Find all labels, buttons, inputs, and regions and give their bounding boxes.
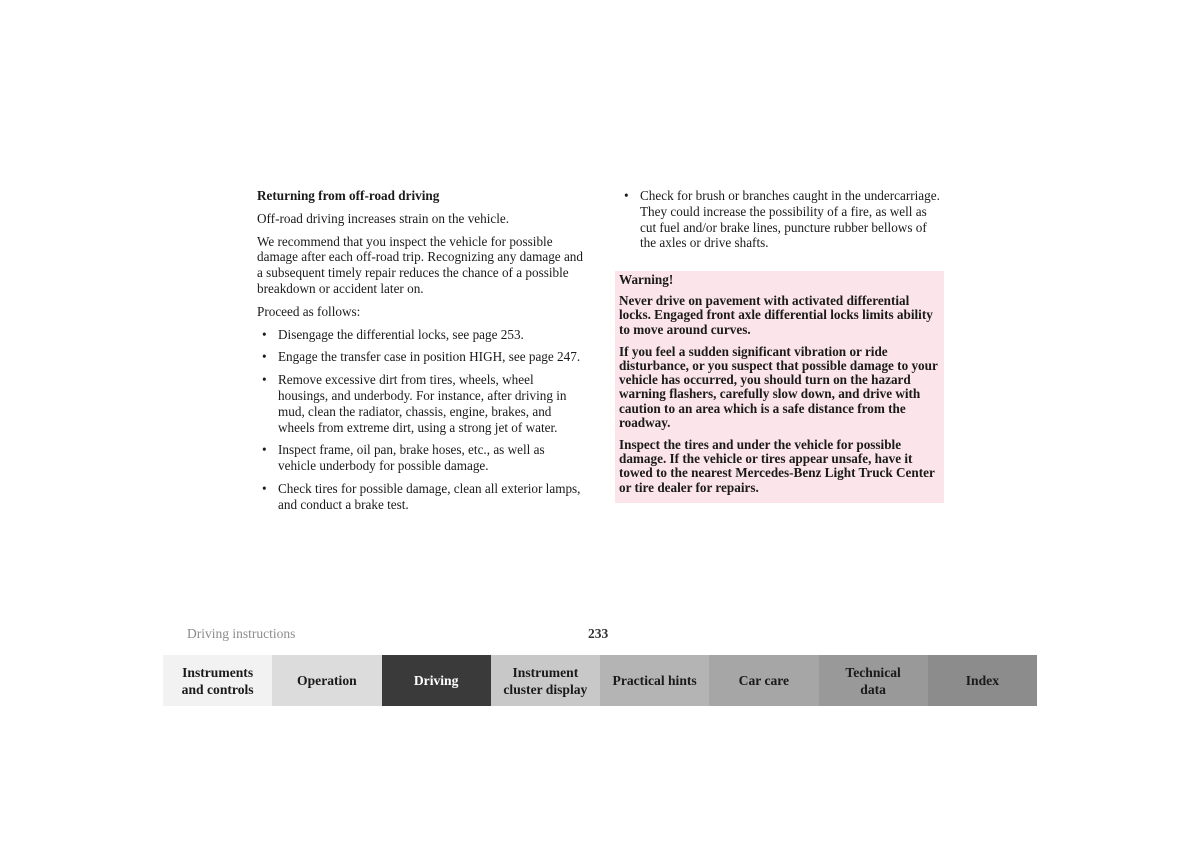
tab-instruments-and-controls[interactable]: Instruments and controls xyxy=(163,655,272,706)
list-item xyxy=(619,188,945,251)
paragraph: We recommend that you inspect the vehicle for possible damage after each off-road trip. Recognizing any damage and a subsequent timely repair reduces the chance of a possible breakdown or accident later on. xyxy=(257,233,583,296)
tab-car-care[interactable]: Car care xyxy=(709,655,818,706)
bullet-icon: • xyxy=(624,188,629,203)
list-item-text: Check tires for possible damage, clean all exterior lamps, and conduct a brake test. xyxy=(278,480,581,512)
tab-technical-data[interactable]: Technical data xyxy=(819,655,928,706)
list-item-text: Engage the transfer case in position HIGH, see page 247. xyxy=(278,349,581,365)
warning-title: Warning! xyxy=(619,272,674,287)
warning-paragraph: If you feel a sudden significant vibration or ride disturbance, or you suspect that possible damage to your vehicle has occurred, you should turn on the hazard warning flashers, carefully slow down, and drive with caution to an area which is a safe distance from the roadway. xyxy=(619,343,938,430)
right-column xyxy=(619,188,945,258)
list-item xyxy=(257,349,585,365)
paragraph: Off-road driving increases strain on the vehicle. xyxy=(257,210,510,226)
list-item-text: Check for brush or branches caught in the undercarriage. They could increase the possibility of a fire, as well as cut fuel and/or brake lines, puncture rubber bellows of the axles or drive shafts. xyxy=(640,188,940,251)
left-column xyxy=(257,188,585,520)
tab-index[interactable]: Index xyxy=(928,655,1037,706)
bullet-icon: • xyxy=(262,372,267,388)
page-number: 233 xyxy=(588,626,609,641)
section-heading: Returning from off-road driving xyxy=(257,188,440,203)
tab-practical-hints[interactable]: Practical hints xyxy=(600,655,709,706)
tab-operation[interactable]: Operation xyxy=(272,655,381,706)
footer-section-title: Driving instructions xyxy=(187,626,296,641)
bullet-icon: • xyxy=(262,326,267,342)
bullet-icon: • xyxy=(262,442,267,458)
warning-paragraph: Never drive on pavement with activated differential locks. Engaged front axle differential locks limits ability to move around curves. xyxy=(619,293,933,337)
list-item xyxy=(257,327,585,343)
bullet-icon: • xyxy=(262,480,267,496)
paragraph: Proceed as follows: xyxy=(257,303,361,319)
warning-box xyxy=(615,271,944,503)
tab-instrument-cluster-display[interactable]: Instrument cluster display xyxy=(491,655,600,706)
warning-paragraph: Inspect the tires and under the vehicle for possible damage. If the vehicle or tires appear unsafe, have it towed to the nearest Mercedes-Benz Light Truck Center or tire dealer for repairs. xyxy=(619,437,935,495)
list-item-text: Inspect frame, oil pan, brake hoses, etc., as well as vehicle underbody for possible damage. xyxy=(278,442,545,474)
chapter-tab-bar xyxy=(163,655,1037,706)
procedure-list xyxy=(257,327,585,513)
list-item-text: Remove excessive dirt from tires, wheels, wheel housings, and underbody. For instance, after driving in mud, clean the radiator, chassis, engine, brakes, and wheels from extreme dirt, using a strong jet of water. xyxy=(278,372,567,435)
procedure-list-continued xyxy=(619,188,945,251)
list-item xyxy=(257,481,585,513)
bullet-icon: • xyxy=(262,349,267,365)
tab-driving[interactable]: Driving xyxy=(382,655,491,706)
list-item xyxy=(257,372,585,435)
list-item xyxy=(257,442,585,474)
list-item-text: Disengage the differential locks, see page 253. xyxy=(278,326,524,342)
